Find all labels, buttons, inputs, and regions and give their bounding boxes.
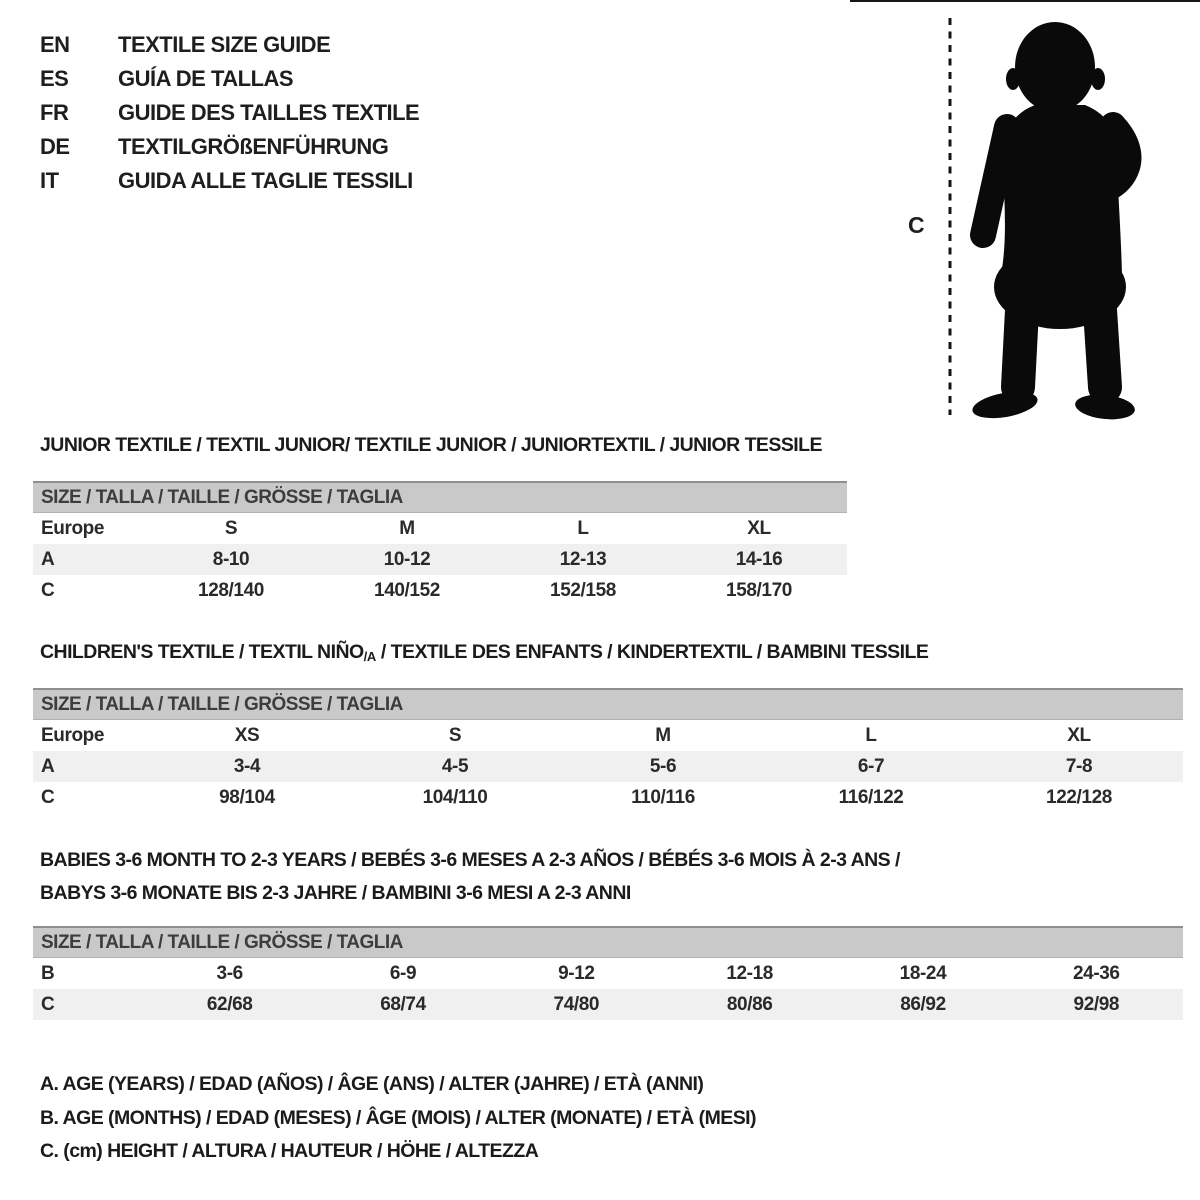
age-cell: 4-5 xyxy=(441,755,469,777)
table-row-height-cm xyxy=(33,575,847,606)
children-title-prefix: CHILDREN'S TEXTILE / TEXTIL NIÑO xyxy=(40,641,364,663)
height-cell: 152/158 xyxy=(550,579,616,601)
silhouette-right-leg xyxy=(1100,310,1105,387)
size-cell: XL xyxy=(747,517,771,539)
height-cell: 158/170 xyxy=(726,579,792,601)
table-row-height-cm xyxy=(33,782,1183,813)
toddler-silhouette xyxy=(970,22,1136,420)
height-cell: 86/92 xyxy=(900,993,946,1015)
silhouette-right-ear xyxy=(1091,68,1105,90)
size-cell: S xyxy=(224,517,238,539)
babies-size-table xyxy=(33,926,1183,1020)
row-label: Europe xyxy=(41,724,105,746)
row-label: C xyxy=(41,786,55,808)
silhouette-head xyxy=(1015,22,1095,112)
language-row-es xyxy=(40,62,419,96)
row-label: C xyxy=(41,579,55,601)
row-label: Europe xyxy=(41,517,105,539)
age-cell: 7-8 xyxy=(1065,755,1093,777)
height-cell: 74/80 xyxy=(553,993,600,1015)
age-cell: 3-6 xyxy=(216,962,243,984)
size-cell: M xyxy=(399,517,415,539)
language-code: ES xyxy=(40,66,69,91)
age-cell: 8-10 xyxy=(212,548,250,570)
top-edge-artifact-line xyxy=(850,0,1200,2)
row-label: B xyxy=(41,962,55,984)
guide-title-en: TEXTILE SIZE GUIDE xyxy=(118,32,331,57)
height-cell: 110/116 xyxy=(631,786,695,808)
junior-section-title: JUNIOR TEXTILE / TEXTIL JUNIOR/ TEXTILE JUNIOR / JUNIORTEXTIL / JUNIOR TESSILE xyxy=(40,434,822,456)
language-code: IT xyxy=(40,168,59,193)
children-title-subscript: /A xyxy=(363,649,377,664)
language-title-list xyxy=(40,28,419,198)
table-row-age-months xyxy=(33,958,1183,989)
silhouette-right-foot xyxy=(1074,392,1136,420)
children-title-suffix: / TEXTILE DES ENFANTS / KINDERTEXTIL / BAMBINI TESSILE xyxy=(376,641,929,663)
age-cell: 24-36 xyxy=(1073,962,1120,984)
legend-age-years: A. AGE (YEARS) / EDAD (AÑOS) / ÂGE (ANS) / ALTER (JAHRE) / ETÀ (ANNI) xyxy=(40,1073,704,1096)
junior-size-table xyxy=(33,481,847,606)
size-cell: XL xyxy=(1067,724,1091,746)
height-cell: 80/86 xyxy=(726,993,773,1015)
age-cell: 9-12 xyxy=(558,962,595,984)
language-code: EN xyxy=(40,32,70,57)
language-code: DE xyxy=(40,134,70,159)
children-size-table xyxy=(33,688,1183,813)
guide-title-es: GUÍA DE TALLAS xyxy=(118,66,294,91)
age-cell: 12-13 xyxy=(559,548,607,570)
language-code: FR xyxy=(40,100,69,125)
language-row-de xyxy=(40,130,419,164)
size-cell: L xyxy=(865,724,877,746)
height-cell: 68/74 xyxy=(380,993,426,1015)
age-cell: 14-16 xyxy=(735,548,783,570)
age-cell: 3-4 xyxy=(233,755,261,777)
row-label: A xyxy=(41,755,55,777)
row-label: A xyxy=(41,548,55,570)
height-cell: 104/110 xyxy=(422,786,488,808)
size-cell: S xyxy=(448,724,462,746)
size-cell: XS xyxy=(234,724,260,746)
language-row-en xyxy=(40,28,419,62)
silhouette-left-ear xyxy=(1006,68,1020,90)
height-cell: 98/104 xyxy=(219,786,275,808)
height-cell: 140/152 xyxy=(374,579,440,601)
age-cell: 6-9 xyxy=(389,962,417,984)
height-cell: 92/98 xyxy=(1073,993,1120,1015)
table-row-europe xyxy=(33,513,847,544)
row-label: C xyxy=(41,993,55,1015)
height-cell: 62/68 xyxy=(206,993,253,1015)
measurement-legend xyxy=(40,1068,756,1169)
table-row-age-years xyxy=(33,544,847,575)
age-cell: 5-6 xyxy=(649,755,677,777)
guide-title-de: TEXTILGRÖßENFÜHRUNG xyxy=(118,134,389,159)
silhouette-left-leg xyxy=(1018,310,1022,387)
age-cell: 12-18 xyxy=(726,962,773,984)
size-cell: M xyxy=(655,724,671,746)
children-section-title xyxy=(40,641,928,664)
babies-section-title-line2: BABYS 3-6 MONATE BIS 2-3 JAHRE / BAMBINI 3-6 MESI A 2-3 ANNI xyxy=(40,882,631,904)
toddler-silhouette-figure xyxy=(940,8,1150,420)
height-measure-label: C xyxy=(908,212,925,238)
guide-title-fr: GUIDE DES TAILLES TEXTILE xyxy=(118,100,420,125)
height-cell: 122/128 xyxy=(1046,786,1112,808)
age-cell: 10-12 xyxy=(383,548,431,570)
legend-height-cm: C. (cm) HEIGHT / ALTURA / HAUTEUR / HÖHE / ALTEZZA xyxy=(40,1140,539,1163)
age-cell: 18-24 xyxy=(899,962,947,984)
table-row-age-years xyxy=(33,751,1183,782)
height-cell: 116/122 xyxy=(838,786,904,808)
legend-age-months: B. AGE (MONTHS) / EDAD (MESES) / ÂGE (MOIS) / ALTER (MONATE) / ETÀ (MESI) xyxy=(40,1106,756,1129)
silhouette-left-arm xyxy=(983,127,1007,235)
size-header-bar: SIZE / TALLA / TAILLE / GRÖSSE / TAGLIA xyxy=(33,926,1183,958)
babies-section-title-line1: BABIES 3-6 MONTH TO 2-3 YEARS / BEBÉS 3-6 MESES A 2-3 AÑOS / BÉBÉS 3-6 MOIS À 2-3 ANS / xyxy=(40,849,900,871)
table-row-europe xyxy=(33,720,1183,751)
language-row-it xyxy=(40,164,419,198)
height-cell: 128/140 xyxy=(198,579,264,601)
size-header-bar: SIZE / TALLA / TAILLE / GRÖSSE / TAGLIA xyxy=(33,688,1183,720)
size-header-bar: SIZE / TALLA / TAILLE / GRÖSSE / TAGLIA xyxy=(33,481,847,513)
language-row-fr xyxy=(40,96,419,130)
size-cell: L xyxy=(577,517,589,539)
guide-title-it: GUIDA ALLE TAGLIE TESSILI xyxy=(118,168,413,193)
table-row-height-cm xyxy=(33,989,1183,1020)
age-cell: 6-7 xyxy=(857,755,885,777)
